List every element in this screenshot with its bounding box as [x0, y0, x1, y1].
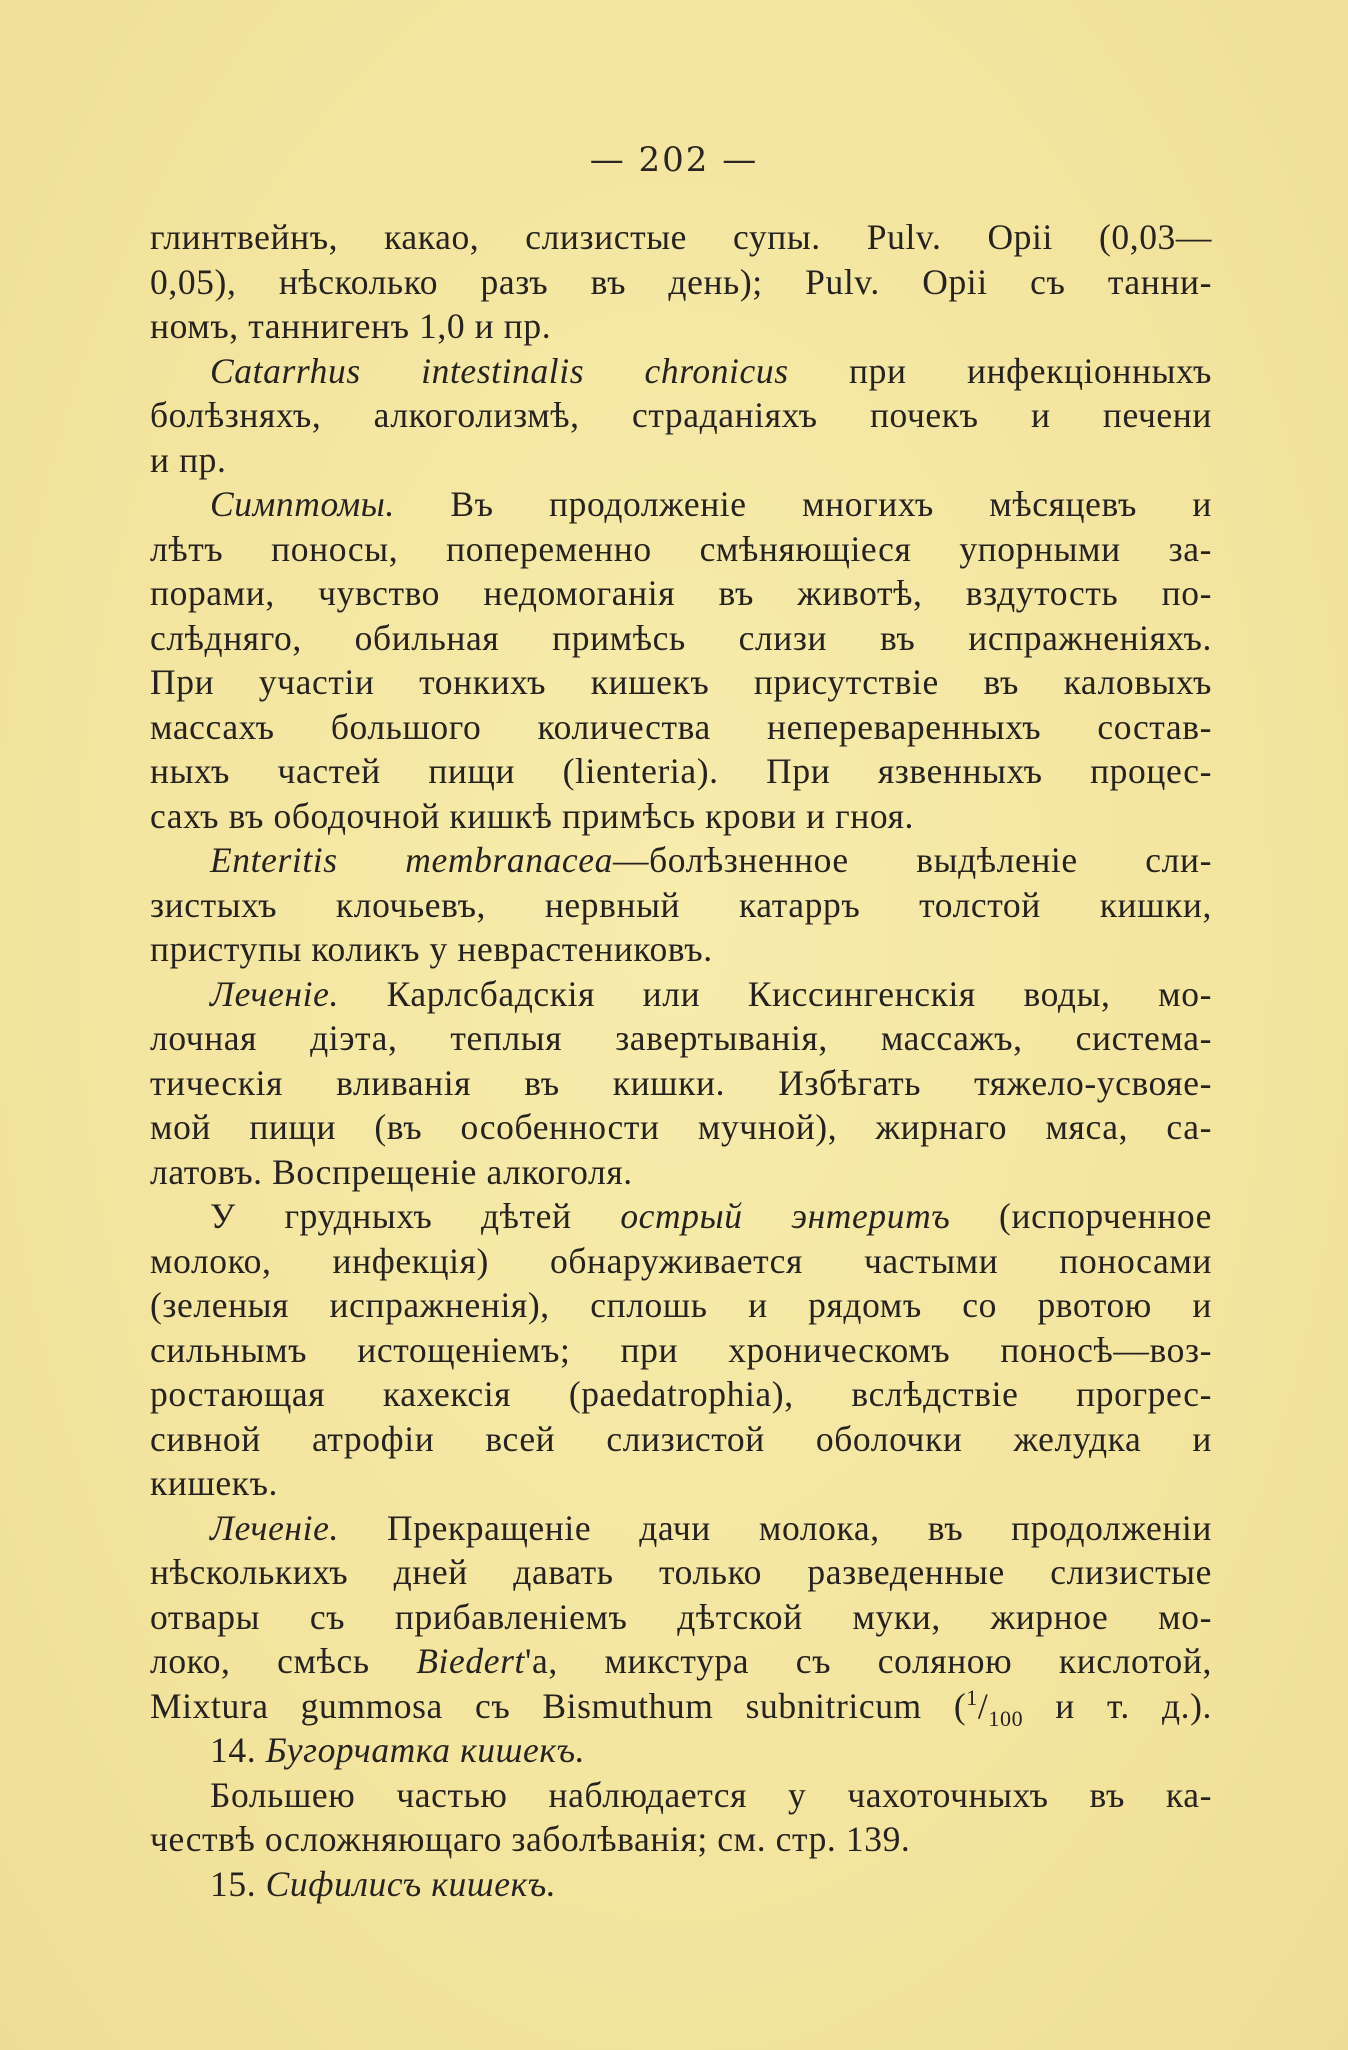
text-line [150, 616, 1212, 661]
text-run: 15. [210, 1863, 266, 1904]
text-line [150, 1817, 1212, 1862]
text-line [150, 349, 1212, 394]
text-line [150, 1506, 1212, 1551]
text-run: / [977, 1685, 989, 1726]
text-run: молоко, инфекція) обнаруживается частыми поносами [150, 1240, 1212, 1281]
italic-text: Бугорчатка кишекъ. [265, 1730, 586, 1770]
text-line [150, 393, 1212, 438]
text-run: глинтвейнъ, какао, слизистые супы. Pulv. Opii (0,03— [150, 217, 1212, 257]
text-run: зистыхъ клочьевъ, нервный катарръ толстой кишки, [150, 884, 1212, 925]
text-run: 1 [966, 1684, 978, 1710]
text-run: мой пищи (въ особенности мучной), жирнаго мяса, са- [150, 1107, 1212, 1147]
text-line [150, 1639, 1212, 1684]
text-line [150, 1328, 1212, 1373]
text-line [150, 1016, 1212, 1061]
text-run: ныхъ частей пищи (lienteria). При язвенныхъ процес- [150, 751, 1212, 791]
body-text [150, 215, 1212, 1906]
text-run: приступы коликъ у неврастениковъ. [150, 929, 713, 969]
text-run: и т. д.). [1023, 1685, 1213, 1726]
text-line [150, 438, 1212, 483]
text-run: ростающая кахексія (paedatrophia), вслѣдствіе прогрес- [150, 1374, 1212, 1414]
text-run: 100 [988, 1705, 1024, 1731]
text-line [150, 1684, 1212, 1729]
text-line [150, 1283, 1212, 1328]
text-line [150, 972, 1212, 1017]
text-run: Прекращеніе дачи молока, въ продолженіи [338, 1507, 1212, 1548]
italic-text: Леченіе. [210, 1507, 339, 1548]
italic-text: Enteritis membranacea [210, 840, 613, 880]
text-line [150, 794, 1212, 839]
text-line [150, 1105, 1212, 1150]
text-run: Въ продолженіе многихъ мѣсяцевъ и [394, 484, 1212, 524]
text-run: отвары съ прибавленіемъ дѣтской муки, жирное мо- [150, 1596, 1212, 1637]
text-line [150, 660, 1212, 705]
text-run: порами, чувство недомоганія въ животѣ, вздутость по- [150, 573, 1212, 613]
text-run: кишекъ. [150, 1463, 279, 1503]
text-run: при инфекціонныхъ [788, 350, 1212, 391]
text-run: болѣзняхъ, алкоголизмѣ, страданіяхъ почекъ и печени [150, 395, 1212, 435]
italic-text: Catarrhus intestinalis chronicus [210, 350, 789, 391]
text-line [150, 1862, 1212, 1907]
text-run: —болѣзненное выдѣленіе сли- [612, 840, 1212, 880]
text-run: При участіи тонкихъ кишекъ присутствіе въ каловыхъ [150, 662, 1212, 702]
text-line [150, 1550, 1212, 1595]
text-line [150, 1417, 1212, 1462]
italic-text: Biedert [416, 1641, 525, 1681]
text-run: 14. [210, 1730, 266, 1770]
text-run: Mixtura gummosa съ Bismuthum subnitricum ( [150, 1685, 967, 1726]
text-line [150, 527, 1212, 572]
text-run: (испорченное [950, 1196, 1212, 1236]
text-line [150, 1773, 1212, 1818]
text-line [150, 1461, 1212, 1506]
text-run: Карлсбадскія или Киссингенскія воды, мо- [338, 973, 1212, 1014]
text-run: тическія вливанія въ кишки. Избѣгать тяжело-усвояе- [150, 1062, 1212, 1103]
text-run: латовъ. Воспрещеніе алкоголя. [150, 1151, 633, 1192]
text-run: сивной атрофіи всей слизистой оболочки желудка и [150, 1418, 1212, 1459]
italic-text: острый энтеритъ [620, 1196, 951, 1236]
text-line [150, 883, 1212, 928]
text-run: слѣдняго, обильная примѣсь слизи въ испражненіяхъ. [150, 617, 1212, 658]
text-line [150, 304, 1212, 349]
text-run: номъ, таннигенъ 1,0 и пр. [150, 306, 552, 346]
text-line [150, 482, 1212, 527]
text-run: сахъ въ ободочной кишкѣ примѣсь крови и гноя. [150, 795, 914, 836]
page-number: — 202 — [589, 140, 759, 180]
italic-text: Леченіе. [210, 973, 339, 1014]
text-line [150, 705, 1212, 750]
italic-text: Сифилисъ кишекъ. [265, 1863, 557, 1904]
text-line [150, 1239, 1212, 1284]
text-line [150, 1061, 1212, 1106]
text-run: 0,05), нѣсколько разъ въ день); Pulv. Opii съ танни- [150, 261, 1212, 302]
text-line [150, 1728, 1212, 1773]
text-run: массахъ большого количества непереваренныхъ состав- [150, 706, 1212, 747]
text-line [150, 1150, 1212, 1195]
text-line [150, 215, 1212, 260]
text-run: 'а, микстура съ соляною кислотой, [524, 1641, 1212, 1681]
text-run: чествѣ осложняющаго заболѣванія; см. стр. 139. [150, 1819, 911, 1859]
text-line [150, 927, 1212, 972]
text-line [150, 749, 1212, 794]
text-line [150, 1194, 1212, 1239]
text-run: (зеленыя испражненія), сплошь и рядомъ со рвотою и [150, 1285, 1212, 1325]
text-run: У грудныхъ дѣтей [210, 1196, 621, 1236]
text-run: нѣсколькихъ дней давать только разведенные слизистые [150, 1552, 1212, 1592]
text-line [150, 260, 1212, 305]
text-line [150, 1595, 1212, 1640]
italic-text: Симптомы. [210, 484, 395, 524]
text-run: Большею частью наблюдается у чахоточныхъ въ ка- [210, 1774, 1212, 1815]
text-run: и пр. [150, 439, 227, 480]
text-run: лочная діэта, теплыя завертыванія, массажъ, система- [150, 1018, 1212, 1058]
text-line [150, 571, 1212, 616]
text-line [150, 838, 1212, 883]
text-run: локо, смѣсь [150, 1641, 417, 1681]
text-run: лѣтъ поносы, попеременно смѣняющіеся упорными за- [150, 528, 1212, 569]
text-run: сильнымъ истощеніемъ; при хроническомъ поносѣ—воз- [150, 1329, 1212, 1370]
text-line [150, 1372, 1212, 1417]
